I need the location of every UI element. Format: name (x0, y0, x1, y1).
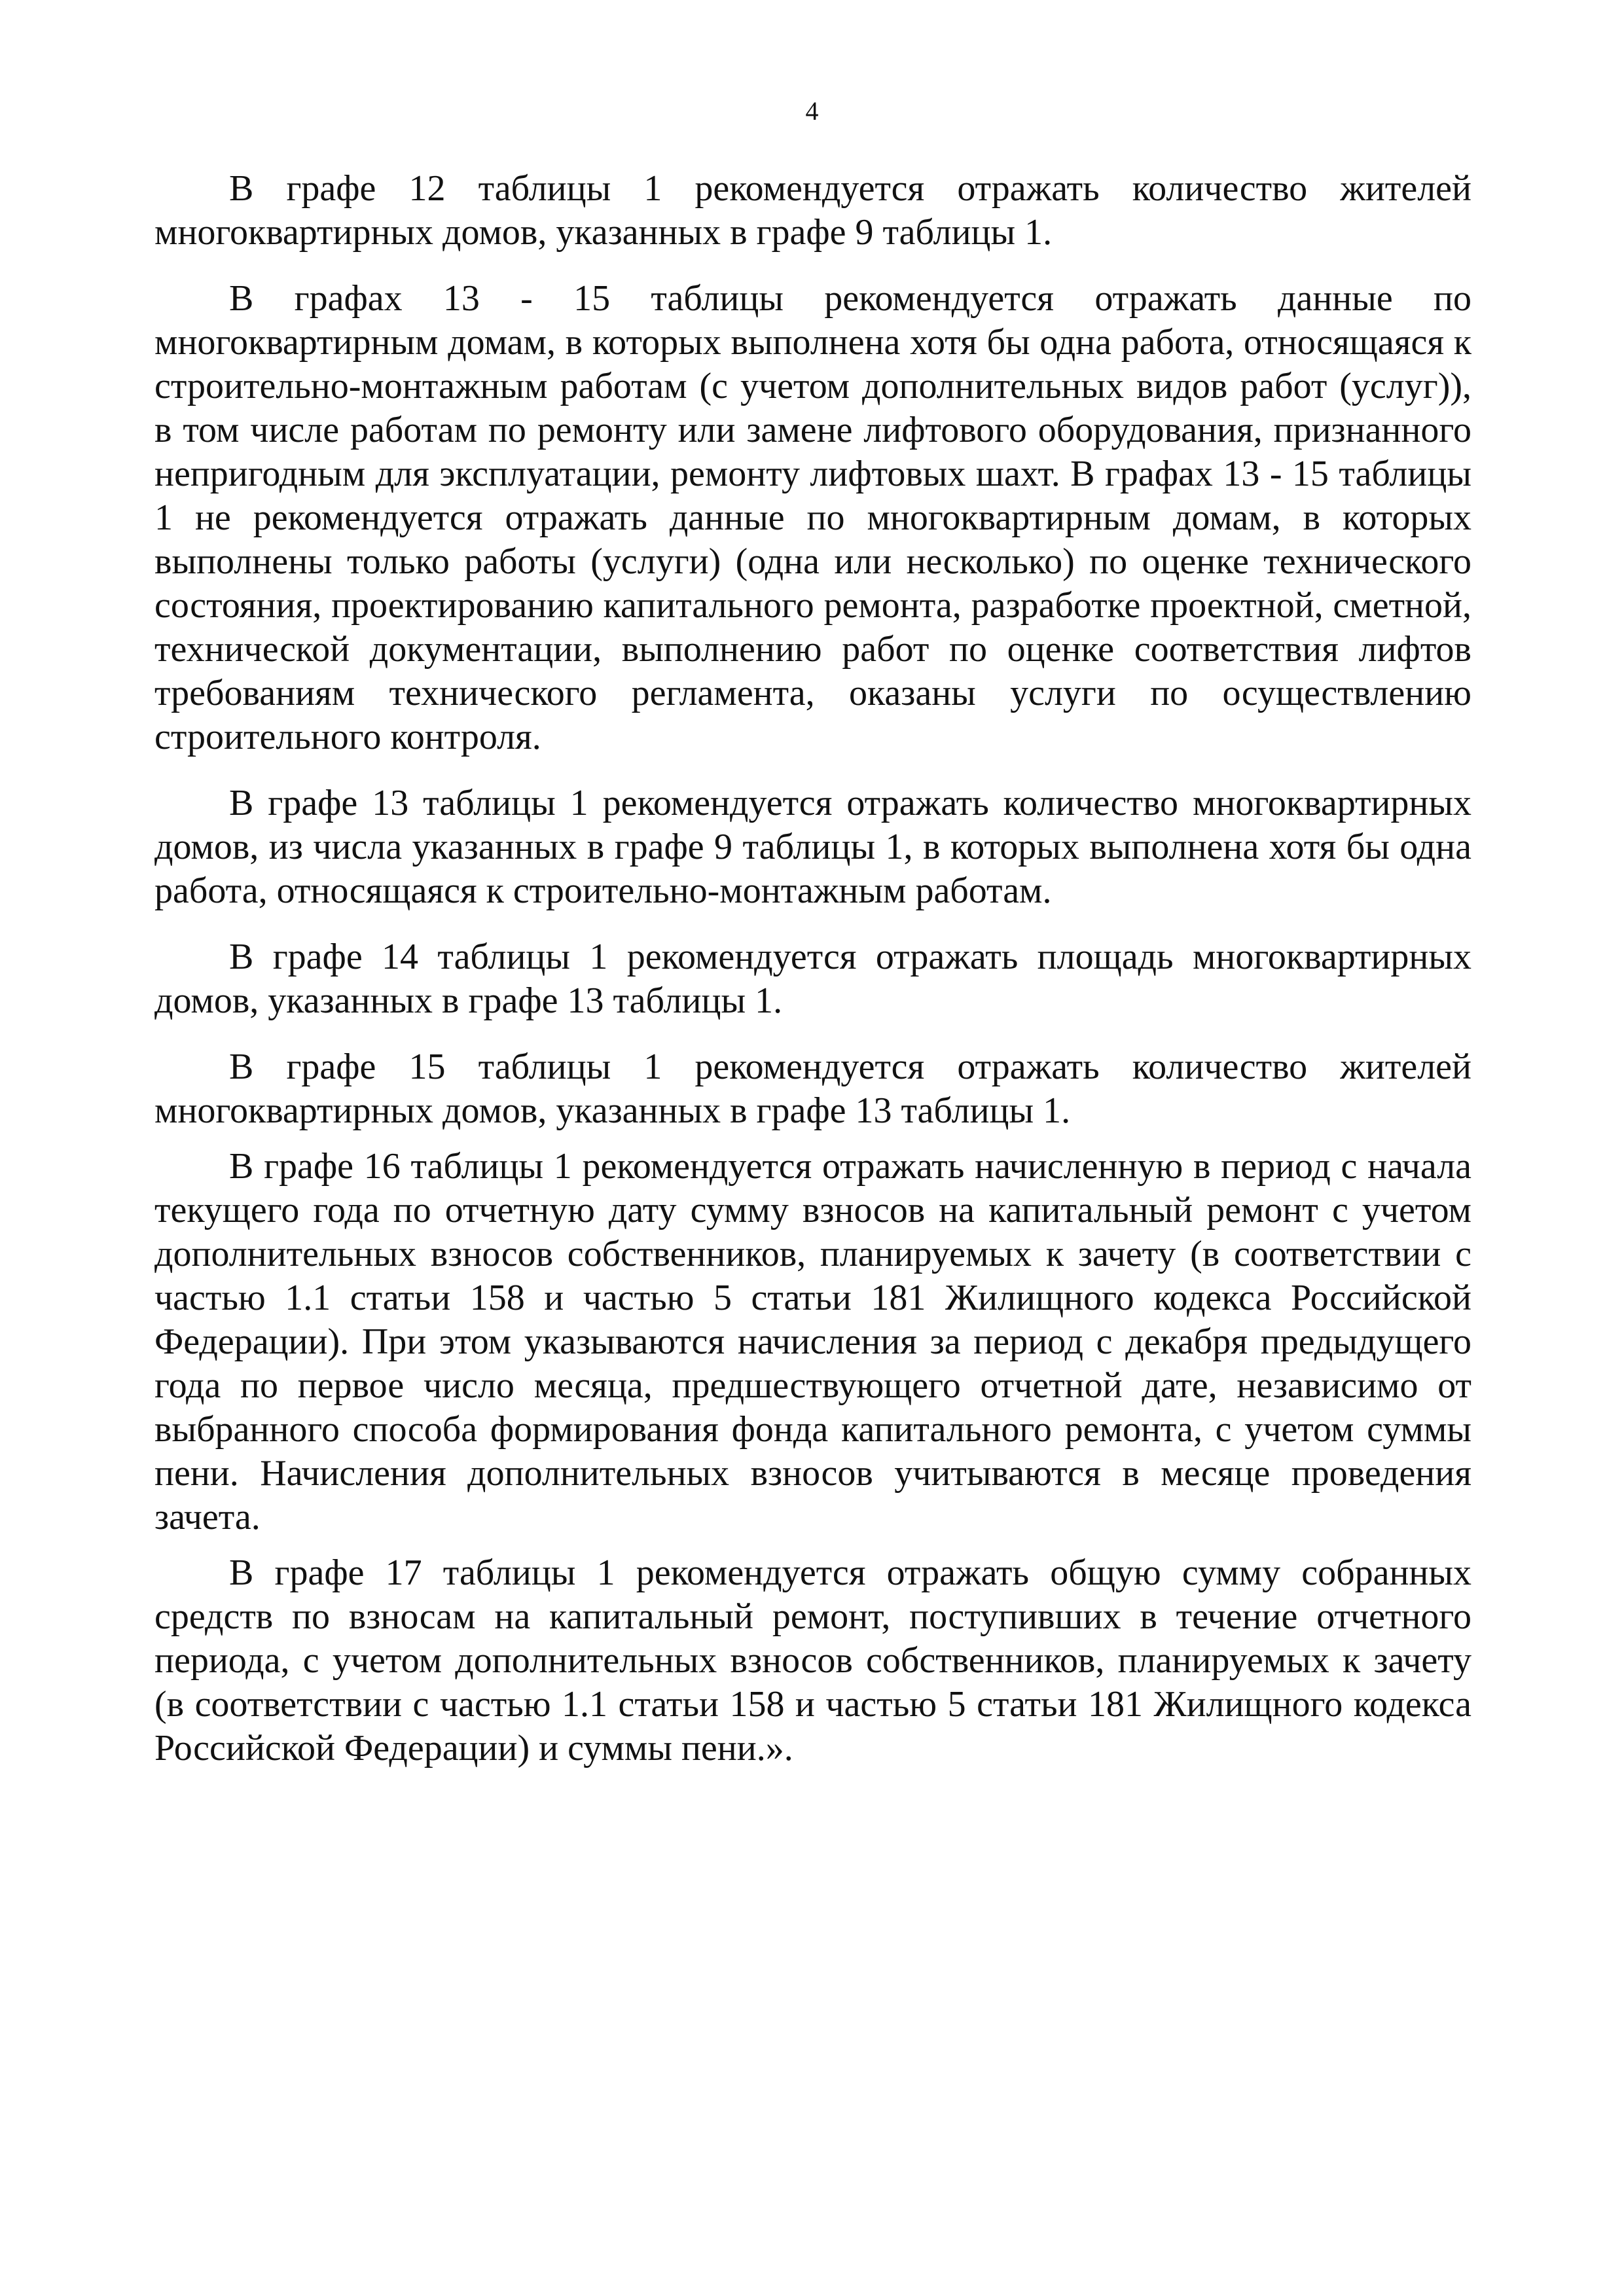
paragraph-grafa-14: В графе 14 таблицы 1 рекомендуется отражать площадь многоквартирных домов, указанных в графе 13 таблицы 1. (154, 937, 1471, 1021)
document-body (154, 167, 1471, 1793)
paragraph-grafa-13: В графе 13 таблицы 1 рекомендуется отражать количество многоквартирных домов, из числа указанных в графе 9 таблицы 1, в которых выполнена хотя бы одна работа, относящаяся к строительно-монтажным работам. (154, 783, 1471, 911)
paragraph-grafa-16: В графе 16 таблицы 1 рекомендуется отражать начисленную в период с начала текущего года по отчетную дату сумму взносов на капитальный ремонт с учетом дополнительных взносов собственников, планируемых к зачету (в соответствии с частью 1.1 статьи 158 и частью 5 статьи 181 Жилищного кодекса Российской Федерации). При этом указываются начисления за период с декабря предыдущего года по первое число месяца, предшествующего отчетной дате, независимо от выбранного способа формирования фонда капитального ремонта, с учетом суммы пени. Начисления дополнительных взносов учитываются в месяце проведения зачета. (154, 1146, 1471, 1537)
paragraph-grafa-12: В графе 12 таблицы 1 рекомендуется отражать количество жителей многоквартирных домов, указанных в графе 9 таблицы 1. (154, 168, 1471, 253)
paragraph-grafa-17: В графе 17 таблицы 1 рекомендуется отражать общую сумму собранных средств по взносам на капитальный ремонт, поступивших в течение отчетного периода, с учетом дополнительных взносов собственников, планируемых к зачету (в соответствии с частью 1.1 статьи 158 и частью 5 статьи 181 Жилищного кодекса Российской Федерации) и суммы пени.». (154, 1552, 1471, 1768)
paragraph-grafa-15: В графе 15 таблицы 1 рекомендуется отражать количество жителей многоквартирных домов, указанных в графе 13 таблицы 1. (154, 1047, 1471, 1131)
paragraph-grafy-13-15: В графах 13 - 15 таблицы рекомендуется отражать данные по многоквартирным домам, в которых выполнена хотя бы одна работа, относящаяся к строительно-монтажным работам (с учетом дополнительных видов работ (услуг)), в том числе работам по ремонту или замене лифтового оборудования, признанного непригодным для эксплуатации, ремонту лифтовых шахт. В графах 13 - 15 таблицы 1 не рекомендуется отражать данные по многоквартирным домам, в которых выполнены только работы (услуги) (одна или несколько) по оценке технического состояния, проектированию капитального ремонта, разработке проектной, сметной, технической документации, выполнению работ по оценке соответствия лифтов требованиям технического регламента, оказаны услуги по осуществлению строительного контроля. (154, 278, 1471, 757)
page-number: 4 (805, 96, 819, 126)
